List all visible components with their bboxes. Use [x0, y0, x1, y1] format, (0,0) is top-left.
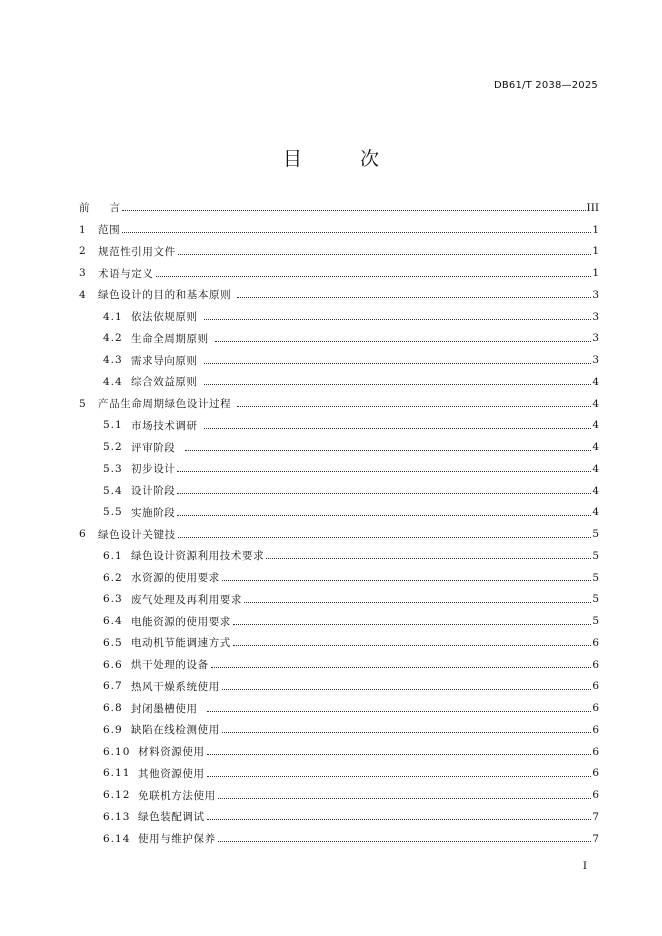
toc-entry[interactable]	[79, 719, 599, 741]
toc-entry-page: 5	[592, 549, 599, 562]
toc-entry-label: 电能资源的使用要求	[131, 615, 231, 628]
toc-entry[interactable]	[79, 436, 599, 458]
toc-entry-page: 6	[592, 767, 599, 780]
toc-entry-label: 范围	[98, 224, 121, 237]
toc-entry[interactable]	[79, 502, 599, 524]
toc-entry-number: 5.1	[103, 419, 123, 432]
toc-entry-label: 评审阶段	[131, 441, 184, 454]
toc-leader-dots	[122, 210, 586, 211]
toc-entry-label: 术语与定义	[98, 267, 154, 280]
toc-entry-number: 6.14	[103, 832, 131, 845]
toc-entry-number: 6.9	[103, 723, 123, 736]
page-number: I	[582, 860, 587, 872]
toc-entry-number: 6.11	[103, 767, 131, 780]
toc-entry-label: 水资源的使用要求	[131, 572, 220, 585]
toc-leader-dots	[222, 689, 592, 690]
toc-entry-number: 6.6	[103, 658, 123, 671]
toc-entry-page: 5	[592, 593, 599, 606]
toc-entry-label: 缺陷在线检测使用	[131, 724, 220, 737]
toc-entry-label: 产品生命周期绿色设计过程	[98, 398, 236, 411]
toc-entry-page: 5	[592, 571, 599, 584]
toc-entry-label: 废气处理及再利用要求	[131, 593, 242, 606]
toc-entry-page: 3	[592, 354, 599, 367]
toc-entry-label: 绿色装配调试	[138, 811, 205, 824]
toc-entry[interactable]	[79, 589, 599, 611]
toc-entry-page: III	[586, 201, 599, 214]
toc-entry-page: 6	[592, 636, 599, 649]
toc-entry-number: 4.2	[103, 332, 123, 345]
toc-entry[interactable]	[79, 458, 599, 480]
toc-entry[interactable]	[79, 806, 599, 828]
toc-leader-dots	[122, 232, 591, 233]
toc-entry[interactable]	[79, 567, 599, 589]
toc-entry-label: 热风干燥系统使用	[131, 680, 220, 693]
toc-leader-dots	[156, 276, 592, 277]
toc-entry[interactable]	[79, 676, 599, 698]
toc-entry-page: 4	[592, 419, 599, 432]
toc-entry-page: 4	[592, 484, 599, 497]
toc-entry[interactable]	[79, 697, 599, 719]
toc-entry-page: 6	[592, 680, 599, 693]
toc-entry-page: 6	[592, 658, 599, 671]
toc-entry-number: 6.5	[103, 636, 123, 649]
toc-leader-dots	[218, 798, 592, 799]
toc-leader-dots	[207, 819, 592, 820]
toc-entry[interactable]	[79, 284, 599, 306]
toc-entry-page: 5	[592, 615, 599, 628]
toc-entry-page: 4	[592, 441, 599, 454]
toc-leader-dots	[207, 754, 592, 755]
toc-leader-dots	[204, 384, 592, 385]
toc-entry-label: 烘干处理的设备	[131, 659, 209, 672]
toc-entry-label: 市场技术调研	[131, 419, 202, 432]
toc-entry-page: 1	[592, 223, 599, 236]
toc-entry[interactable]	[79, 219, 599, 241]
toc-leader-dots	[177, 515, 591, 516]
toc-entry[interactable]	[79, 523, 599, 545]
toc-entry-number: 4	[79, 288, 86, 301]
toc-leader-dots	[178, 254, 592, 255]
toc-entry[interactable]	[79, 480, 599, 502]
toc-leader-dots	[222, 732, 592, 733]
toc-entry-number: 4.3	[103, 354, 123, 367]
toc-entry-number: 5.2	[103, 441, 123, 454]
toc-entry[interactable]	[79, 610, 599, 632]
toc-entry-label: 前 言	[79, 202, 121, 215]
toc-entry-number: 3	[79, 267, 86, 280]
toc-entry-page: 4	[592, 462, 599, 475]
toc-leader-dots	[222, 580, 592, 581]
standard-code: DB61/T 2038—2025	[493, 80, 598, 91]
toc-entry-number: 6.1	[103, 549, 123, 562]
toc-leader-dots	[244, 602, 591, 603]
toc-entry[interactable]	[79, 197, 599, 219]
toc-entry-page: 4	[592, 397, 599, 410]
toc-entry-label: 实施阶段	[131, 506, 176, 519]
toc-entry-page: 6	[592, 723, 599, 736]
toc-entry[interactable]	[79, 784, 599, 806]
toc-entry-page: 6	[592, 702, 599, 715]
toc-entry-number: 6.3	[103, 593, 123, 606]
toc-entry-label: 生命全周期原则	[131, 332, 213, 345]
toc-entry-label: 规范性引用文件	[98, 245, 176, 258]
toc-entry[interactable]	[79, 632, 599, 654]
page-title: 目 次	[282, 148, 406, 170]
toc-entry[interactable]	[79, 415, 599, 437]
toc-entry-page: 6	[592, 789, 599, 802]
toc-entry-page: 3	[592, 310, 599, 323]
toc-leader-dots	[204, 428, 592, 429]
toc-entry-number: 5	[79, 397, 86, 410]
toc-entry-number: 5.4	[103, 484, 123, 497]
toc-leader-dots	[207, 776, 592, 777]
toc-entry[interactable]	[79, 262, 599, 284]
toc-entry-number: 6.8	[103, 702, 123, 715]
toc-entry-number: 4.1	[103, 310, 123, 323]
toc-entry-label: 设计阶段	[131, 485, 176, 498]
toc-entry-page: 1	[592, 245, 599, 258]
toc-entry[interactable]	[79, 741, 599, 763]
toc-leader-dots	[237, 406, 591, 407]
toc-entry-label: 使用与维护保养	[138, 833, 216, 846]
toc-entry[interactable]	[79, 306, 599, 328]
toc-leader-dots	[218, 841, 592, 842]
toc-entry-label: 电动机节能调速方式	[131, 637, 231, 650]
toc-leader-dots	[185, 450, 591, 451]
toc-entry-number: 6.12	[103, 789, 131, 802]
toc-leader-dots	[215, 341, 592, 342]
toc-leader-dots	[178, 537, 592, 538]
toc-entry-page: 4	[592, 375, 599, 388]
toc-entry-number: 6.2	[103, 571, 123, 584]
toc-entry-number: 6.10	[103, 745, 131, 758]
toc-entry-number: 6	[79, 528, 86, 541]
toc-entry[interactable]	[79, 393, 599, 415]
toc-entry-label: 绿色设计关键技	[98, 528, 176, 541]
toc-entry-page: 3	[592, 288, 599, 301]
toc-entry-label: 绿色设计资源利用技术要求	[131, 550, 265, 563]
toc-entry-number: 4.4	[103, 375, 123, 388]
toc-leader-dots	[266, 558, 591, 559]
toc-entry-label: 绿色设计的目的和基本原则	[98, 289, 236, 302]
toc-leader-dots	[204, 319, 592, 320]
toc-leader-dots	[233, 624, 591, 625]
toc-entry-page: 7	[592, 810, 599, 823]
toc-entry-page: 7	[592, 832, 599, 845]
toc-entry-number: 6.13	[103, 810, 131, 823]
toc-entry-number: 6.4	[103, 615, 123, 628]
toc-leader-dots	[237, 297, 591, 298]
toc-leader-dots	[207, 711, 591, 712]
toc-entry-label: 依法依规原则	[131, 311, 202, 324]
toc-entry[interactable]	[79, 654, 599, 676]
toc-entry-page: 5	[592, 528, 599, 541]
toc-entry[interactable]	[79, 241, 599, 263]
toc-entry-label: 其他资源使用	[138, 767, 205, 780]
toc-entry-label: 封闭墨槽使用	[131, 702, 206, 715]
toc-leader-dots	[233, 645, 591, 646]
toc-entry-number: 5.3	[103, 462, 123, 475]
toc-entry[interactable]	[79, 828, 599, 850]
table-of-contents	[79, 197, 599, 850]
toc-entry[interactable]	[79, 763, 599, 785]
toc-leader-dots	[211, 667, 592, 668]
toc-leader-dots	[204, 363, 592, 364]
toc-entry-page: 1	[592, 267, 599, 280]
toc-entry-number: 6.7	[103, 680, 123, 693]
toc-leader-dots	[177, 493, 591, 494]
toc-entry-page: 4	[592, 506, 599, 519]
toc-entry[interactable]	[79, 545, 599, 567]
toc-entry-label: 初步设计	[131, 463, 176, 476]
toc-entry-label: 综合效益原则	[131, 376, 202, 389]
toc-entry-number: 5.5	[103, 506, 123, 519]
toc-entry-page: 6	[592, 745, 599, 758]
toc-entry-label: 材料资源使用	[138, 746, 205, 759]
toc-entry-number: 1	[79, 223, 86, 236]
toc-entry[interactable]	[79, 349, 599, 371]
toc-entry-label: 免联机方法使用	[138, 789, 216, 802]
toc-leader-dots	[177, 471, 591, 472]
toc-entry-page: 3	[592, 332, 599, 345]
toc-entry[interactable]	[79, 328, 599, 350]
toc-entry[interactable]	[79, 371, 599, 393]
toc-entry-label: 需求导向原则	[131, 354, 202, 367]
toc-entry-number: 2	[79, 245, 86, 258]
